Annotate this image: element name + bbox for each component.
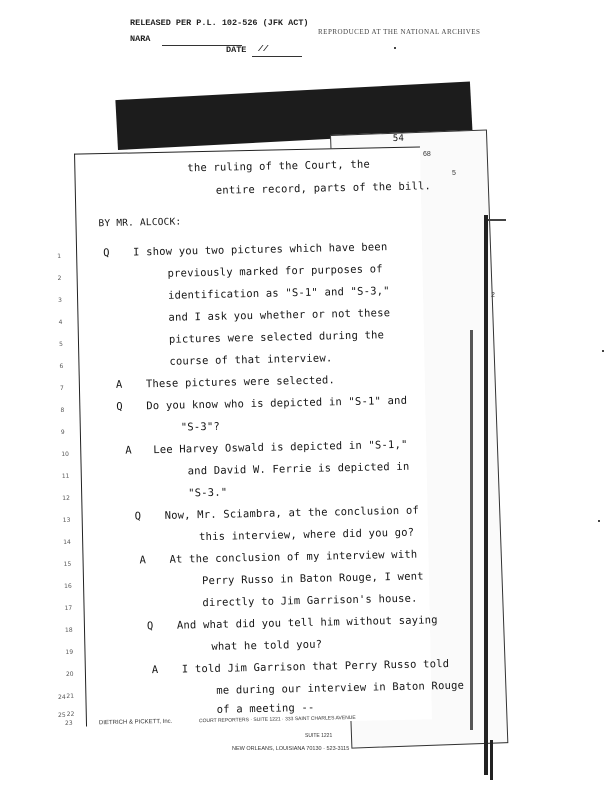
scan-dot (602, 350, 604, 352)
line-number: 8 (60, 406, 65, 415)
stamp-date-value: // (258, 44, 269, 54)
back-page-number: 68 (423, 151, 431, 158)
transcript-line: And what did you tell him without saying (176, 614, 438, 632)
transcript-line: I told Jim Garrison that Perry Russo told (181, 657, 450, 676)
margin-dash (488, 219, 506, 221)
transcript-line: what he told you? (211, 638, 323, 653)
line-number: 3 (58, 296, 63, 305)
speaker-label: Q (134, 510, 142, 523)
line-number: 7 (59, 384, 64, 393)
line-number: 2 (57, 274, 62, 283)
line-number: 18 (64, 626, 73, 634)
speaker-label: Q (103, 246, 110, 260)
footer-city: NEW ORLEANS, LOUISIANA 70130 · 523-3115 (232, 746, 350, 752)
line-number: 1 (57, 252, 62, 261)
reproduction-note: REPRODUCED AT THE NATIONAL ARCHIVES (318, 28, 481, 36)
line-number: 16 (64, 582, 72, 590)
transcript-line: These pictures were selected. (145, 374, 336, 391)
transcript-line: I show you two pictures which have been (132, 241, 388, 259)
footer-suite: SUITE 1221 (305, 733, 333, 739)
transcript-line: me during our interview in Baton Rouge (216, 679, 465, 697)
stamp-speck (394, 47, 396, 49)
line-number: 24 (58, 694, 66, 701)
transcript-line: pictures were selected during the (168, 329, 385, 346)
line-number: 5 (58, 340, 63, 349)
stamp-release-line: RELEASED PER P.L. 102-526 (JFK ACT) (130, 18, 309, 28)
line-number: 4 (58, 318, 63, 327)
speaker-label: A (125, 444, 132, 457)
line-number: 23 (64, 719, 73, 727)
footer-address: COURT REPORTERS · SUITE 1221 · 333 SAINT CHARLES AVENUE (198, 714, 356, 725)
back-sheet-edge-strip (484, 215, 488, 775)
transcript-line: course of that interview. (169, 352, 333, 368)
scan-dot (598, 520, 600, 522)
speaker-label: A (115, 378, 123, 391)
transcript-line: Perry Russo in Baton Rouge, I went (201, 570, 424, 588)
line-number: 12 (62, 494, 70, 503)
line-number: 17 (64, 604, 73, 612)
transcript-line: this interview, where did you go? (198, 526, 415, 544)
transcript-line: and David W. Ferrie is depicted in (187, 460, 410, 478)
stamp-date-underline (252, 56, 302, 57)
speaker-label: Q (146, 620, 154, 633)
speaker-label: A (139, 554, 147, 567)
transcript-line: identification as "S-1" and "S-3," (167, 285, 390, 302)
line-number: 14 (63, 538, 71, 546)
stamp-nara-label: NARA (130, 34, 151, 44)
transcript-line: "S-3." (188, 486, 228, 500)
footer-company: DIETRICH & PICKETT, Inc. (98, 718, 173, 727)
transcript-line: "S-3"? (180, 420, 221, 434)
back-sheet-edge-strip-2 (470, 330, 473, 730)
line-number: 6 (59, 362, 64, 371)
speaker-label: Q (116, 400, 123, 413)
line-number: 19 (65, 648, 74, 656)
page-number: 54 (392, 133, 405, 145)
line-number: 11 (61, 472, 70, 481)
margin-mark-5: 5 (452, 170, 456, 177)
line-number: 22 (66, 710, 75, 718)
transcript-line: Do you know who is depicted in "S-1" and (146, 394, 408, 413)
speaker-label: A (151, 664, 159, 677)
stamp-date-label: DATE (226, 45, 247, 55)
transcript-line: and I ask you whether or not these (168, 307, 391, 324)
line-number: 15 (63, 560, 72, 568)
line-number: 13 (62, 516, 71, 525)
transcript-line-1: the ruling of the Court, the (187, 158, 371, 175)
line-number: 10 (61, 450, 70, 459)
transcript-line: Lee Harvey Oswald is depicted in "S-1," (153, 438, 408, 457)
line-number: 9 (60, 428, 65, 437)
line-number: 21 (66, 692, 75, 700)
transcript-line: directly to Jim Garrison's house. (202, 592, 418, 610)
transcript-line: previously marked for purposes of (167, 263, 383, 280)
line-number: 20 (65, 670, 74, 678)
examiner-heading: BY MR. ALCOCK: (98, 216, 182, 230)
transcript-line-2: entire record, parts of the bill. (215, 180, 432, 197)
declassification-stamp (130, 18, 310, 68)
transcript-line: Now, Mr. Sciambra, at the conclusion of (164, 504, 420, 522)
transcript-line: of a meeting -- (216, 701, 315, 716)
line-number: 25 (58, 712, 66, 719)
transcript-line: At the conclusion of my interview with (169, 548, 418, 566)
scan-mark (490, 740, 493, 780)
margin-mark-2: 2 (491, 292, 495, 299)
